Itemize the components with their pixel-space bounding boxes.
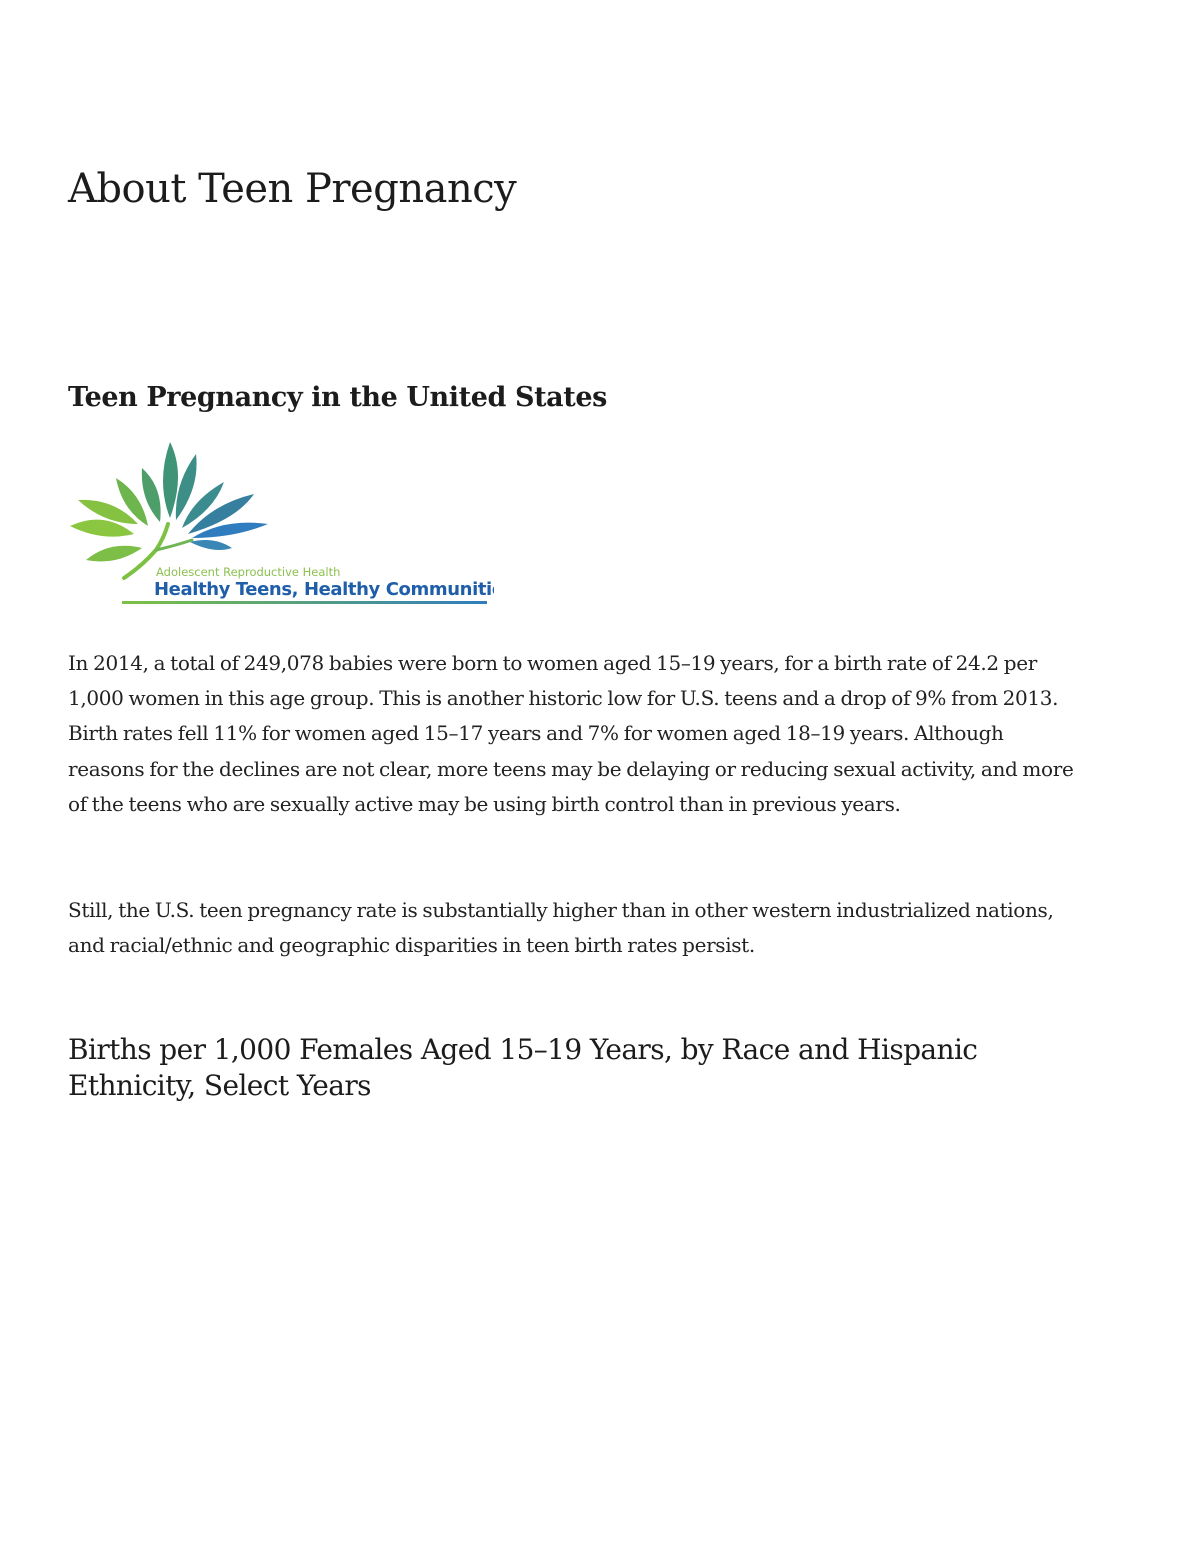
logo-underline [122,601,487,604]
paragraph-disparities: Still, the U.S. teen pregnancy rate is substantially higher than in other western industrialized nations, and racial/ethnic and geographic disparities in teen birth rates persist. [68,898,1054,958]
logo-subtitle: Adolescent Reproductive Health [156,565,341,579]
healthy-teens-logo [64,438,494,608]
logo-name: Healthy Teens, Healthy Communities [154,579,494,600]
chart-heading: Births per 1,000 Females Aged 15–19 Years, by Race and Hispanic Ethnicity, Select Years [68,1033,978,1102]
tree-logo-icon [64,438,494,608]
page-title: About Teen Pregnancy [68,166,517,212]
paragraph-birth-rates: In 2014, a total of 249,078 babies were born to women aged 15–19 years, for a birth rate of 24.2 per 1,000 women in this age group. This is another historic low for U.S. teens and a drop of 9% from 2013. Birth rates fell 11% for women aged 15–17 years and 7% for women aged 18–19 years. Although reasons for the declines are not clear, more teens may be delaying or reducing sexual activity, and more of the teens who are sexually active may be using birth control than in previous years. [68,651,1074,816]
section-title: Teen Pregnancy in the United States [68,382,607,413]
